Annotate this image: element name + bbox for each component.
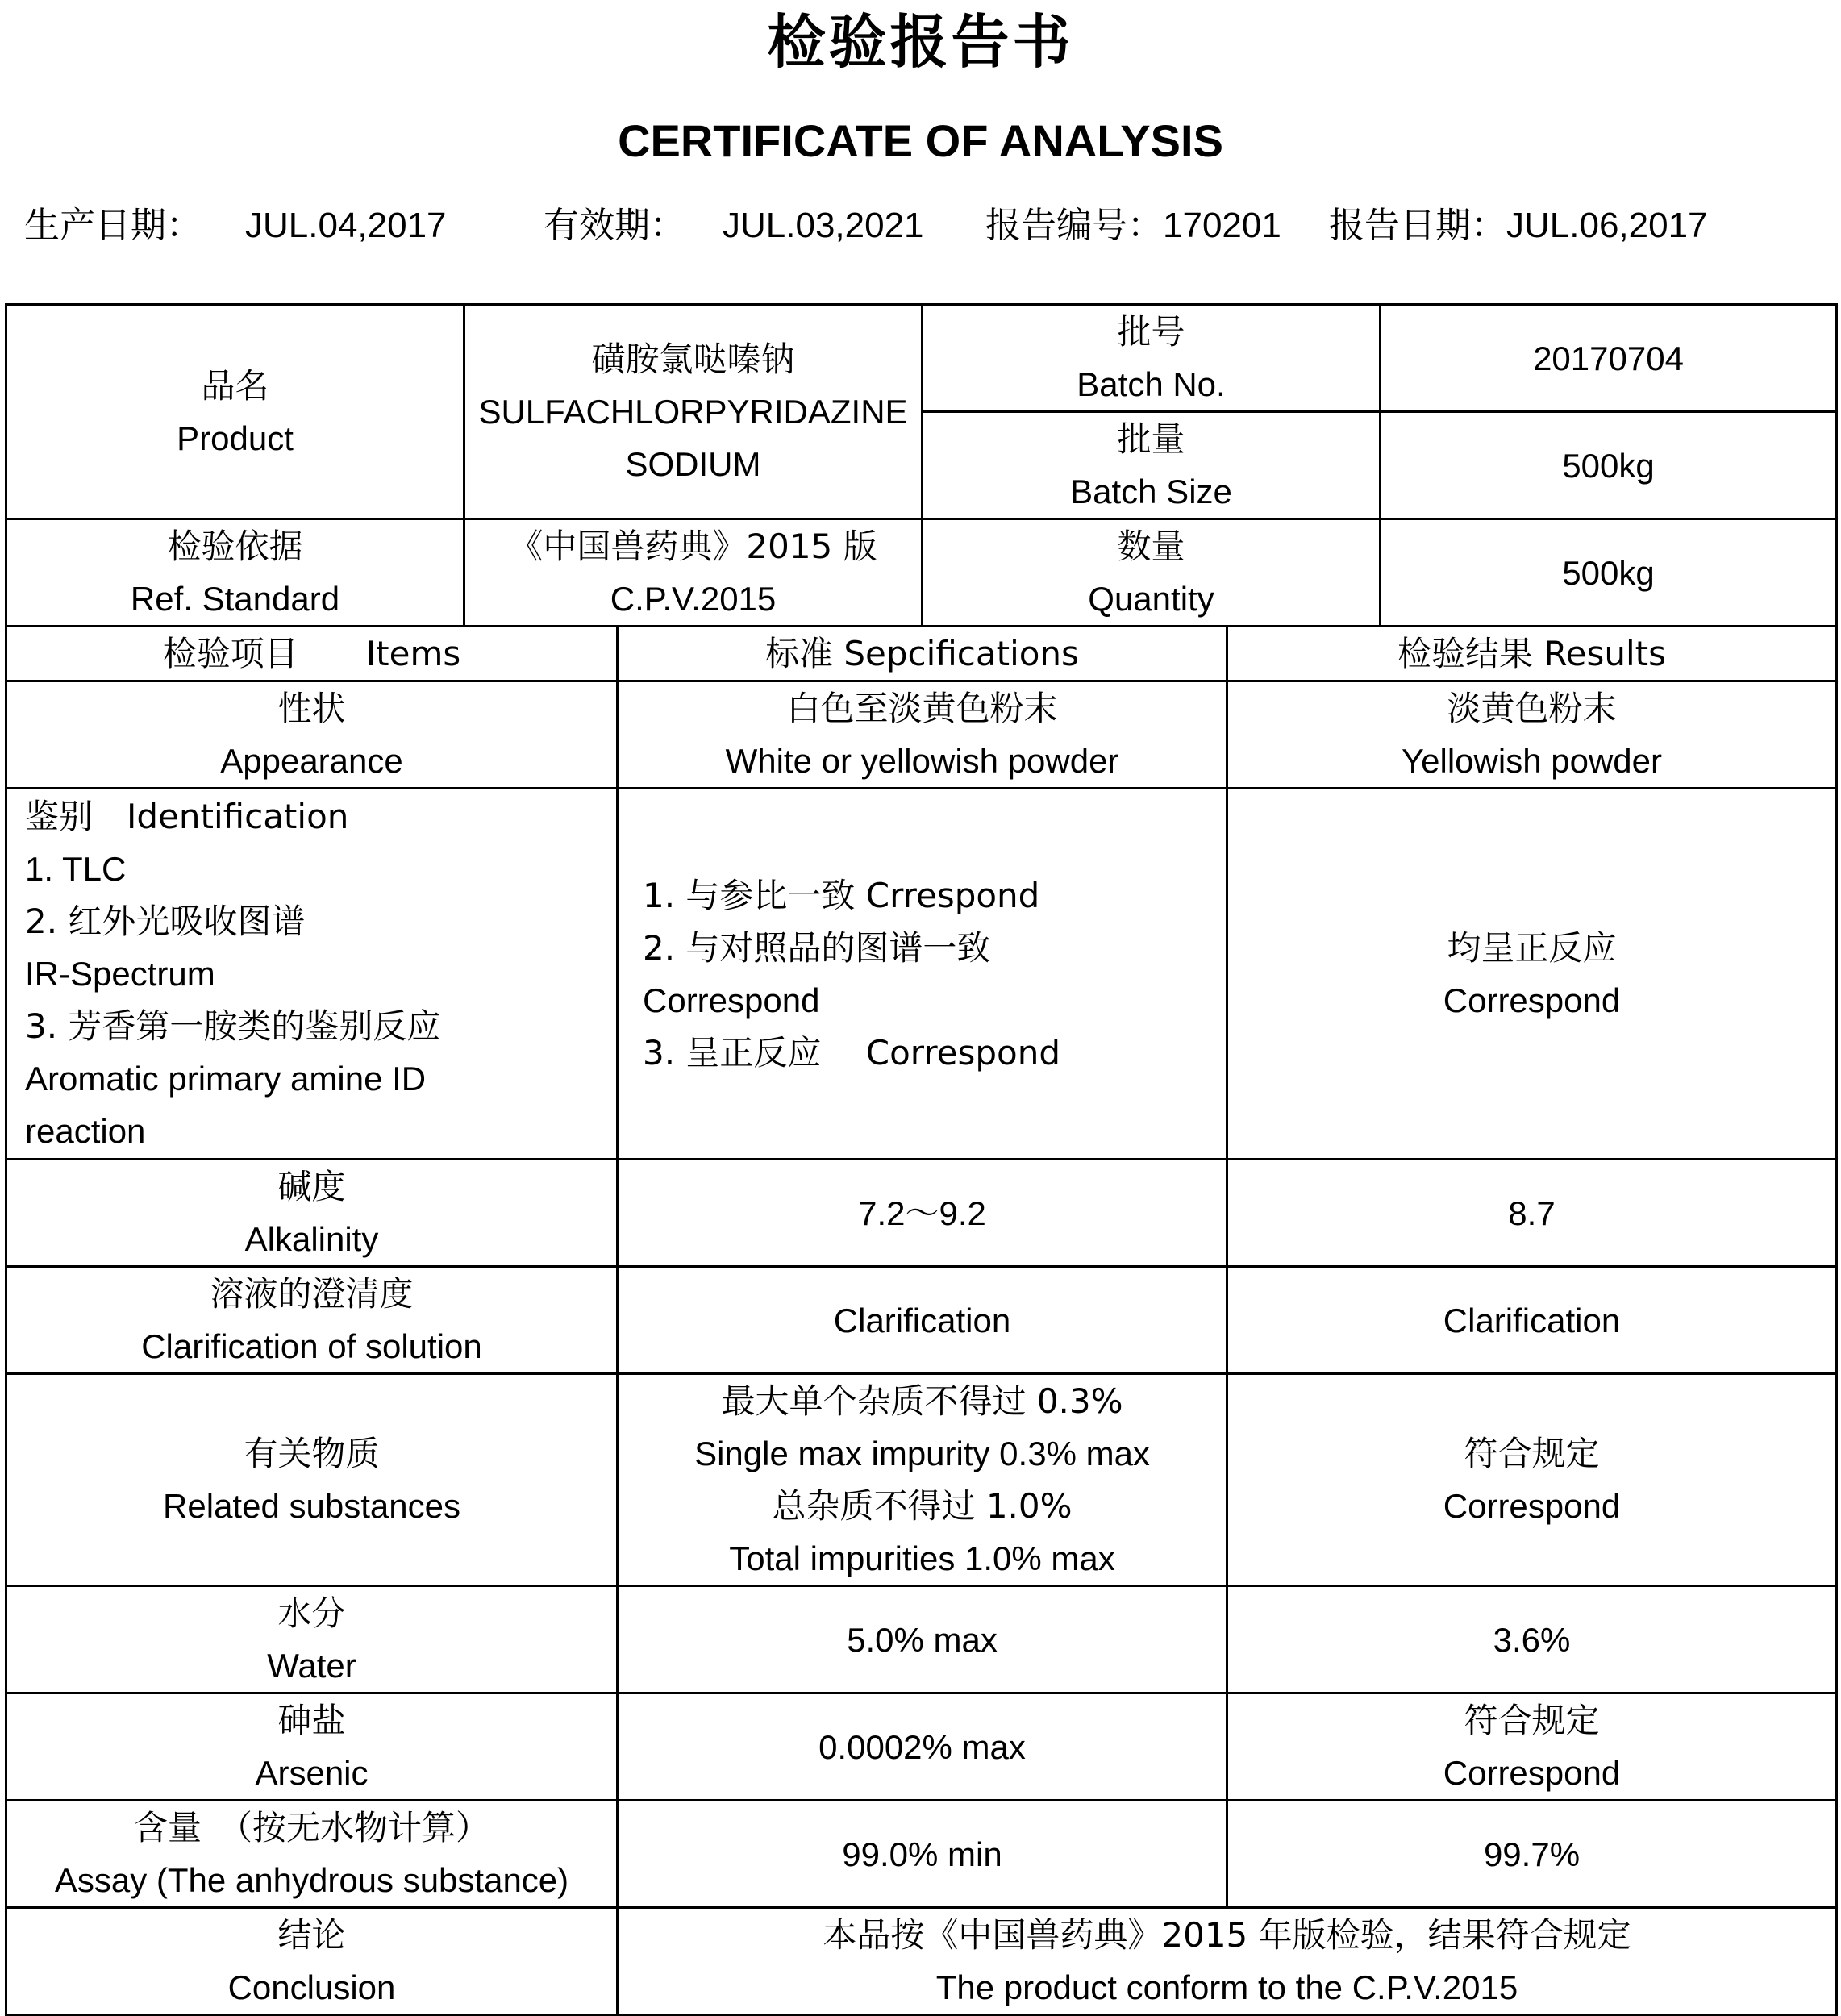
identification-item-line: Aromatic primary amine ID — [25, 1060, 427, 1098]
report-date-value: JUL.06,2017 — [1506, 206, 1708, 245]
assay-spec: 99.0% min — [618, 1801, 1227, 1908]
appearance-item-en: Appearance — [220, 742, 403, 780]
report-no-label: 报告编号： — [985, 205, 1163, 246]
related-item-cn: 有关物质 — [244, 1434, 380, 1473]
meta-production-date — [24, 200, 447, 252]
related-spec-line: 总杂质不得过 1.0% — [772, 1486, 1073, 1526]
product-name-en-2: SODIUM — [625, 445, 761, 483]
expiry-label: 有效期： — [544, 205, 685, 246]
row-water — [6, 1586, 1837, 1693]
clarification-item-en: Clarification of solution — [141, 1327, 482, 1365]
identification-spec-line: Correspond — [643, 981, 820, 1019]
identification-result-en: Correspond — [1443, 981, 1621, 1019]
appearance-spec — [618, 681, 1227, 789]
row-appearance — [6, 681, 1837, 789]
assay-item — [6, 1801, 618, 1908]
related-spec-line: Single max impurity 0.3% max — [694, 1435, 1150, 1472]
ref-value-cell — [464, 519, 923, 627]
ref-label-cn: 检验依据 — [167, 527, 303, 566]
water-result: 3.6% — [1227, 1586, 1837, 1693]
appearance-item-cn: 性状 — [277, 689, 346, 728]
related-spec-line: 最大单个杂质不得过 0.3% — [721, 1381, 1123, 1421]
row-identification — [6, 789, 1837, 1160]
conclusion-value-cn: 本品按《中国兽药典》2015 年版检验，结果符合规定 — [823, 1915, 1631, 1955]
title-english: CERTIFICATE OF ANALYSIS — [618, 115, 1223, 166]
identification-item-line: 1. TLC — [25, 850, 127, 888]
arsenic-item-en: Arsenic — [255, 1754, 369, 1792]
arsenic-result-cn: 符合规定 — [1464, 1701, 1600, 1740]
water-item-cn: 水分 — [277, 1593, 346, 1633]
batch-no-value: 20170704 — [1381, 305, 1837, 412]
identification-result-cn: 均呈正反应 — [1447, 927, 1617, 968]
alkalinity-item-cn: 碱度 — [277, 1167, 346, 1206]
arsenic-result-en: Correspond — [1443, 1754, 1621, 1792]
product-name-cell — [464, 305, 923, 519]
header-row-ref-standard — [6, 519, 1837, 627]
identification-item-line: 3. 芳香第一胺类的鉴别反应 — [25, 1006, 441, 1046]
alkalinity-item-en: Alkalinity — [244, 1220, 379, 1258]
conclusion-item-cn: 结论 — [277, 1915, 346, 1955]
identification-item-line: 鉴别 Identification — [25, 797, 349, 836]
quantity-label-cn: 数量 — [1117, 527, 1185, 566]
batch-no-label-en: Batch No. — [1077, 365, 1226, 403]
row-alkalinity — [6, 1160, 1837, 1267]
quantity-value: 500kg — [1381, 519, 1837, 627]
clarification-item — [6, 1267, 618, 1374]
appearance-result — [1227, 681, 1837, 789]
batch-size-label-en: Batch Size — [1070, 473, 1232, 510]
water-item — [6, 1586, 618, 1693]
alkalinity-result: 8.7 — [1227, 1160, 1837, 1267]
related-item — [6, 1374, 618, 1586]
product-name-cn: 磺胺氯哒嗪钠 — [591, 339, 795, 379]
clarification-result: Clarification — [1227, 1267, 1837, 1374]
related-spec-line: Total impurities 1.0% max — [729, 1539, 1115, 1577]
related-result — [1227, 1374, 1837, 1586]
appearance-result-cn: 淡黄色粉末 — [1447, 689, 1617, 728]
ref-value-cn: 《中国兽药典》2015 版 — [509, 527, 877, 566]
expiry-value: JUL.03,2021 — [723, 206, 924, 245]
related-result-en: Correspond — [1443, 1487, 1621, 1525]
ref-label-cell — [6, 519, 464, 627]
conclusion-item — [6, 1908, 618, 2015]
identification-spec-line: 3. 呈正反应 Correspond — [643, 1032, 1061, 1073]
appearance-item — [6, 681, 618, 789]
product-label-en: Product — [177, 419, 294, 457]
identification-result — [1227, 789, 1837, 1160]
assay-result: 99.7% — [1227, 1801, 1837, 1908]
conclusion-item-en: Conclusion — [227, 1968, 396, 2006]
ref-label-en: Ref. Standard — [130, 580, 340, 618]
water-spec: 5.0% max — [618, 1586, 1227, 1693]
product-label-cn: 品名 — [201, 365, 269, 406]
clarification-item-cn: 溶液的澄清度 — [210, 1274, 414, 1314]
header-row-batch-no — [6, 305, 1837, 412]
appearance-spec-cn: 白色至淡黄色粉末 — [786, 689, 1058, 728]
row-clarification — [6, 1267, 1837, 1374]
row-assay — [6, 1801, 1837, 1908]
clarification-spec: Clarification — [618, 1267, 1227, 1374]
report-no-value: 170201 — [1163, 206, 1281, 245]
column-header-items: 检验项目 Items — [6, 627, 618, 681]
meta-report-date — [1329, 200, 1708, 252]
identification-item-line: reaction — [25, 1112, 146, 1150]
arsenic-item — [6, 1693, 618, 1801]
product-name-en-1: SULFACHLORPYRIDAZINE — [478, 393, 908, 431]
batch-size-label-cn: 批量 — [1117, 419, 1185, 459]
title-chinese: 检验报告书 — [767, 8, 1074, 76]
batch-size-label-cell — [923, 412, 1381, 519]
identification-item-line: IR-Spectrum — [25, 955, 215, 993]
product-label-cell — [6, 305, 464, 519]
appearance-result-en: Yellowish powder — [1402, 742, 1662, 780]
production-date-label: 生产日期： — [24, 205, 202, 246]
certificate-table — [5, 303, 1838, 2016]
identification-item-line: 2. 红外光吸收图谱 — [25, 902, 306, 941]
report-date-label: 报告日期： — [1329, 205, 1506, 246]
assay-item-cn: 含量 （按无水物计算） — [133, 1808, 489, 1847]
batch-no-label-cn: 批号 — [1117, 312, 1185, 352]
arsenic-item-cn: 砷盐 — [277, 1701, 346, 1740]
appearance-spec-en: White or yellowish powder — [725, 742, 1119, 780]
conclusion-value-en: The product conform to the C.P.V.2015 — [935, 1968, 1518, 2006]
ref-value-en: C.P.V.2015 — [610, 580, 777, 618]
alkalinity-spec: 7.2～9.2 — [618, 1160, 1227, 1267]
water-item-en: Water — [267, 1647, 356, 1685]
assay-item-en: Assay (The anhydrous substance) — [54, 1861, 569, 1899]
related-result-cn: 符合规定 — [1464, 1434, 1600, 1473]
identification-spec-line: 2. 与对照品的图谱一致 — [643, 927, 991, 968]
identification-spec-line: 1. 与参比一致 Crrespond — [643, 875, 1040, 915]
identification-spec — [618, 789, 1227, 1160]
quantity-label-en: Quantity — [1088, 580, 1214, 618]
quantity-label-cell — [923, 519, 1381, 627]
meta-report-no — [985, 200, 1281, 252]
related-spec — [618, 1374, 1227, 1586]
column-header-specs: 标准 Sepcifications — [618, 627, 1227, 681]
column-header-results: 检验结果 Results — [1227, 627, 1837, 681]
identification-item — [6, 789, 618, 1160]
conclusion-value — [618, 1908, 1837, 2015]
arsenic-result — [1227, 1693, 1837, 1801]
arsenic-spec: 0.0002% max — [618, 1693, 1227, 1801]
batch-no-label-cell — [923, 305, 1381, 412]
production-date-value: JUL.04,2017 — [245, 206, 447, 245]
batch-size-value: 500kg — [1381, 412, 1837, 519]
column-header-row — [6, 627, 1837, 681]
row-arsenic — [6, 1693, 1837, 1801]
meta-expiry — [544, 200, 924, 252]
alkalinity-item — [6, 1160, 618, 1267]
related-item-en: Related substances — [163, 1487, 460, 1525]
row-related-substances — [6, 1374, 1837, 1586]
row-conclusion — [6, 1908, 1837, 2015]
